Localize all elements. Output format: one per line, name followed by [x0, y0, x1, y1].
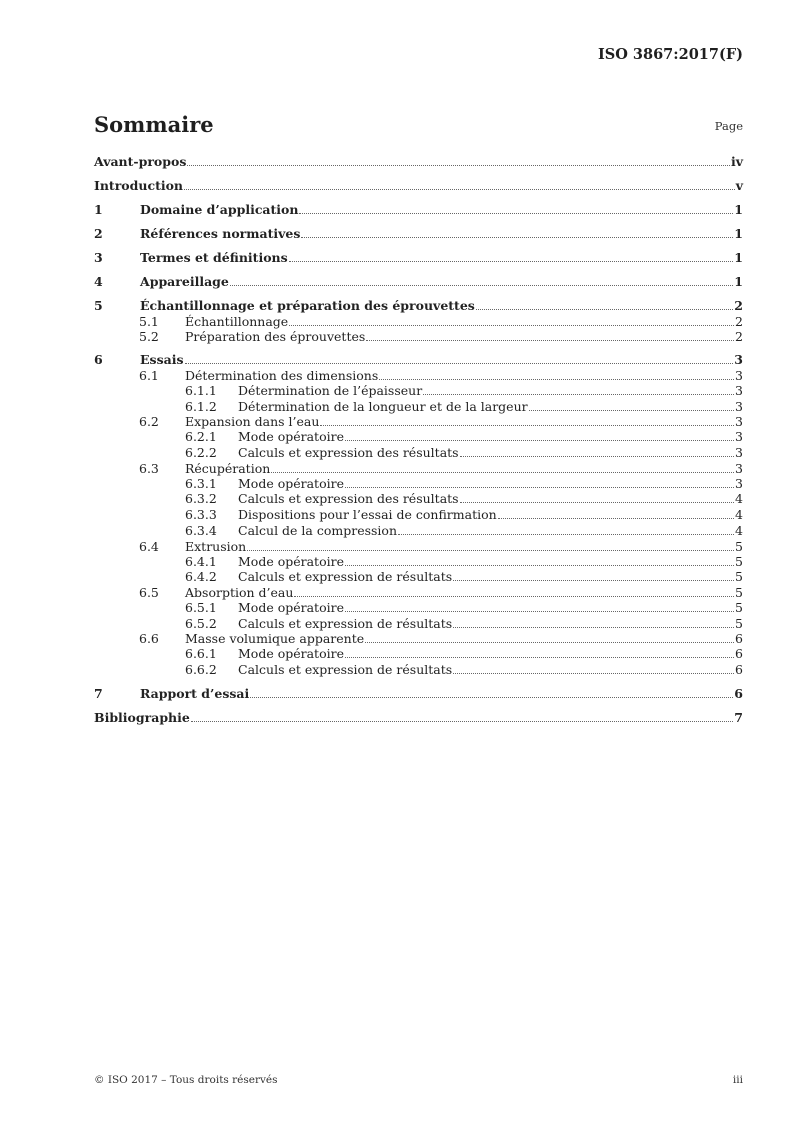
toc-entry-title: Extrusion	[185, 538, 247, 554]
toc-dot-leader	[289, 325, 734, 326]
toc-entry-page: 5	[735, 569, 743, 585]
toc-entry[interactable]	[94, 523, 743, 539]
toc-entry-title: Calculs et expression de résultats	[238, 569, 453, 585]
toc-entry[interactable]	[94, 686, 743, 702]
toc-dot-leader	[345, 611, 734, 612]
toc-entry-number: 3	[94, 250, 103, 265]
toc-entry-title: Essais	[140, 352, 184, 367]
toc-entry-title: Dispositions pour l’essai de confirmation	[238, 507, 497, 523]
toc-dot-leader	[294, 596, 734, 597]
toc-dot-leader	[250, 697, 733, 698]
toc-entry-page: 3	[735, 429, 743, 445]
toc-entry-page: 5	[735, 584, 743, 600]
toc-entry-number: 6.2	[139, 414, 159, 430]
toc-entry-title: Mode opératoire	[238, 599, 344, 615]
toc-dot-leader	[365, 642, 734, 643]
toc-entry-page: v	[735, 178, 743, 193]
toc-entry-page: 1	[734, 202, 743, 217]
table-of-contents	[94, 154, 743, 726]
toc-entry-page: 5	[735, 538, 743, 554]
toc-dot-leader	[498, 518, 734, 519]
toc-dot-leader	[320, 425, 734, 426]
toc-entry-number: 7	[94, 685, 103, 701]
toc-entry-title: Mode opératoire	[238, 553, 344, 569]
toc-entry-title: Termes et définitions	[140, 250, 288, 265]
toc-entry-number: 6.6	[139, 631, 159, 647]
toc-entry-number: 6.2.1	[185, 429, 217, 445]
toc-entry[interactable]	[94, 226, 743, 242]
toc-dot-leader	[301, 237, 733, 238]
toc-entry-page: 3	[735, 445, 743, 461]
toc-entry-page: 4	[735, 507, 743, 523]
toc-entry-page: 6	[734, 685, 743, 701]
toc-entry-page: 6	[735, 661, 743, 677]
toc-entry-number: 5.2	[139, 329, 159, 344]
toc-dot-leader	[345, 565, 734, 566]
toc-entry-page: 2	[735, 329, 743, 344]
toc-entry-title: Mode opératoire	[238, 429, 344, 445]
toc-dot-leader	[247, 550, 734, 551]
toc-entry-title: Détermination de la longueur et de la largeur	[238, 398, 528, 414]
toc-entry[interactable]	[94, 178, 743, 194]
toc-entry[interactable]	[94, 445, 743, 461]
toc-entry[interactable]	[94, 414, 743, 429]
toc-entry-number: 6.2.2	[185, 445, 217, 461]
toc-entry[interactable]	[94, 250, 743, 266]
toc-dot-leader	[460, 502, 734, 503]
toc-entry-number: 1	[94, 202, 103, 217]
toc-dot-leader	[453, 627, 734, 628]
toc-entry-title: Calculs et expression de résultats	[238, 615, 453, 631]
toc-entry-title: Références normatives	[140, 226, 301, 241]
toc-entry-page: 3	[735, 460, 743, 476]
toc-entry-title: Calculs et expression des résultats	[238, 491, 459, 507]
toc-entry-title: Calculs et expression de résultats	[238, 661, 453, 677]
toc-entry-number: 6.4.2	[185, 569, 217, 585]
toc-entry[interactable]	[94, 368, 743, 383]
toc-entry[interactable]	[94, 585, 743, 600]
toc-entry-title: Calcul de la compression	[238, 522, 397, 538]
toc-entry-number: 6.1.2	[185, 398, 217, 414]
toc-entry-number: 6.3.1	[185, 475, 217, 491]
toc-entry-number: 6.6.1	[185, 646, 217, 662]
toc-entry-page: 2	[735, 314, 743, 329]
toc-entry-number: 6	[94, 352, 103, 367]
footer-copyright: © ISO 2017 – Tous droits réservés	[94, 1074, 278, 1086]
toc-dot-leader	[398, 534, 734, 535]
toc-entry-title: Introduction	[94, 178, 184, 193]
document-reference: ISO 3867:2017(F)	[597, 46, 743, 63]
toc-entry-title: Échantillonnage et préparation des éprouvettes	[140, 298, 475, 313]
toc-entry-number: 6.5.1	[185, 599, 217, 615]
toc-entry-number: 6.4	[139, 538, 159, 554]
toc-entry-number: 6.3.4	[185, 522, 217, 538]
toc-entry-title: Échantillonnage	[185, 314, 289, 329]
toc-dot-leader	[476, 309, 733, 310]
toc-dot-leader	[184, 189, 735, 190]
toc-entry-page: 3	[735, 368, 743, 383]
toc-dot-leader	[191, 721, 733, 722]
toc-entry-number: 5	[94, 298, 103, 313]
toc-entry-title: Expansion dans l’eau	[185, 414, 320, 430]
toc-entry-number: 6.6.2	[185, 661, 217, 677]
toc-entry[interactable]	[94, 274, 743, 290]
toc-entry-page: 6	[735, 631, 743, 647]
toc-entry-title: Bibliographie	[94, 709, 190, 725]
toc-entry-page: 5	[735, 615, 743, 631]
toc-dot-leader	[529, 410, 734, 411]
toc-entry-number: 6.3.2	[185, 491, 217, 507]
toc-entry-page: 1	[734, 226, 743, 241]
toc-dot-leader	[453, 580, 734, 581]
toc-entry[interactable]	[94, 646, 743, 662]
toc-entry-number: 2	[94, 226, 103, 241]
toc-entry-page: 4	[735, 522, 743, 538]
toc-entry[interactable]	[94, 476, 743, 492]
toc-dot-leader	[289, 261, 734, 262]
toc-entry-title: Détermination de l’épaisseur	[238, 383, 423, 398]
toc-entry-title: Appareillage	[140, 274, 229, 289]
toc-entry-number: 4	[94, 274, 103, 289]
toc-entry[interactable]	[94, 399, 743, 415]
toc-entry-page: 7	[734, 709, 743, 725]
toc-entry-number: 6.5.2	[185, 615, 217, 631]
toc-dot-leader	[345, 440, 734, 441]
toc-entry-page: 5	[735, 599, 743, 615]
toc-dot-leader	[460, 456, 734, 457]
toc-entry-title: Rapport d’essai	[140, 685, 250, 701]
toc-entry-page: 1	[734, 274, 743, 289]
toc-dot-leader	[185, 363, 734, 364]
toc-entry-title: Avant-propos	[94, 154, 187, 169]
page-column-label: Page	[714, 119, 743, 133]
toc-entry[interactable]	[94, 298, 743, 314]
toc-entry[interactable]	[94, 554, 743, 570]
toc-entry-title: Masse volumique apparente	[185, 631, 365, 647]
toc-entry-page: 5	[735, 553, 743, 569]
toc-dot-leader	[423, 394, 734, 395]
toc-entry-title: Détermination des dimensions	[185, 368, 379, 383]
footer-page-number: iii	[732, 1074, 743, 1086]
toc-entry[interactable]	[94, 154, 743, 170]
toc-entry[interactable]	[94, 314, 743, 329]
toc-entry[interactable]	[94, 429, 743, 445]
toc-entry-title: Récupération	[185, 460, 271, 476]
toc-entry-number: 6.1	[139, 368, 159, 383]
toc-entry[interactable]	[94, 616, 743, 632]
toc-entry[interactable]	[94, 710, 743, 726]
toc-entry[interactable]	[94, 329, 743, 344]
toc-entry-page: 3	[735, 475, 743, 491]
toc-entry-number: 6.1.1	[185, 383, 217, 398]
toc-entry-page: 3	[735, 398, 743, 414]
toc-entry[interactable]	[94, 507, 743, 523]
toc-dot-leader	[345, 657, 734, 658]
toc-entry[interactable]	[94, 383, 743, 399]
toc-entry-number: 6.3	[139, 460, 159, 476]
toc-entry-title: Mode opératoire	[238, 475, 344, 491]
toc-entry-page: iv	[730, 154, 743, 169]
toc-dot-leader	[230, 285, 733, 286]
toc-dot-leader	[366, 340, 734, 341]
toc-entry[interactable]	[94, 539, 743, 554]
toc-entry-page: 3	[735, 383, 743, 398]
toc-dot-leader	[187, 165, 730, 166]
toc-entry-number: 6.4.1	[185, 553, 217, 569]
toc-entry-page: 3	[734, 352, 743, 367]
toc-entry[interactable]	[94, 600, 743, 616]
toc-dot-leader	[345, 487, 734, 488]
toc-entry-page: 3	[735, 414, 743, 430]
toc-entry[interactable]	[94, 202, 743, 218]
toc-entry-title: Mode opératoire	[238, 646, 344, 662]
toc-entry[interactable]	[94, 631, 743, 646]
page-title: Sommaire	[94, 112, 214, 137]
toc-entry-page: 4	[735, 491, 743, 507]
toc-entry[interactable]	[94, 569, 743, 585]
toc-dot-leader	[379, 379, 734, 380]
toc-entry-title: Calculs et expression des résultats	[238, 445, 459, 461]
toc-entry-title: Absorption d’eau	[185, 584, 294, 600]
toc-entry-title: Domaine d’application	[140, 202, 299, 217]
toc-entry[interactable]	[94, 662, 743, 678]
toc-entry-page: 1	[734, 250, 743, 265]
toc-entry-page: 2	[734, 298, 743, 313]
toc-dot-leader	[271, 472, 734, 473]
toc-dot-leader	[299, 213, 733, 214]
toc-entry[interactable]	[94, 491, 743, 507]
toc-entry[interactable]	[94, 352, 743, 368]
toc-entry-number: 6.5	[139, 584, 159, 600]
toc-entry[interactable]	[94, 461, 743, 476]
toc-entry-number: 5.1	[139, 314, 159, 329]
toc-entry-title: Préparation des éprouvettes	[185, 329, 366, 344]
toc-entry-number: 6.3.3	[185, 507, 217, 523]
toc-entry-page: 6	[735, 646, 743, 662]
toc-dot-leader	[453, 673, 734, 674]
